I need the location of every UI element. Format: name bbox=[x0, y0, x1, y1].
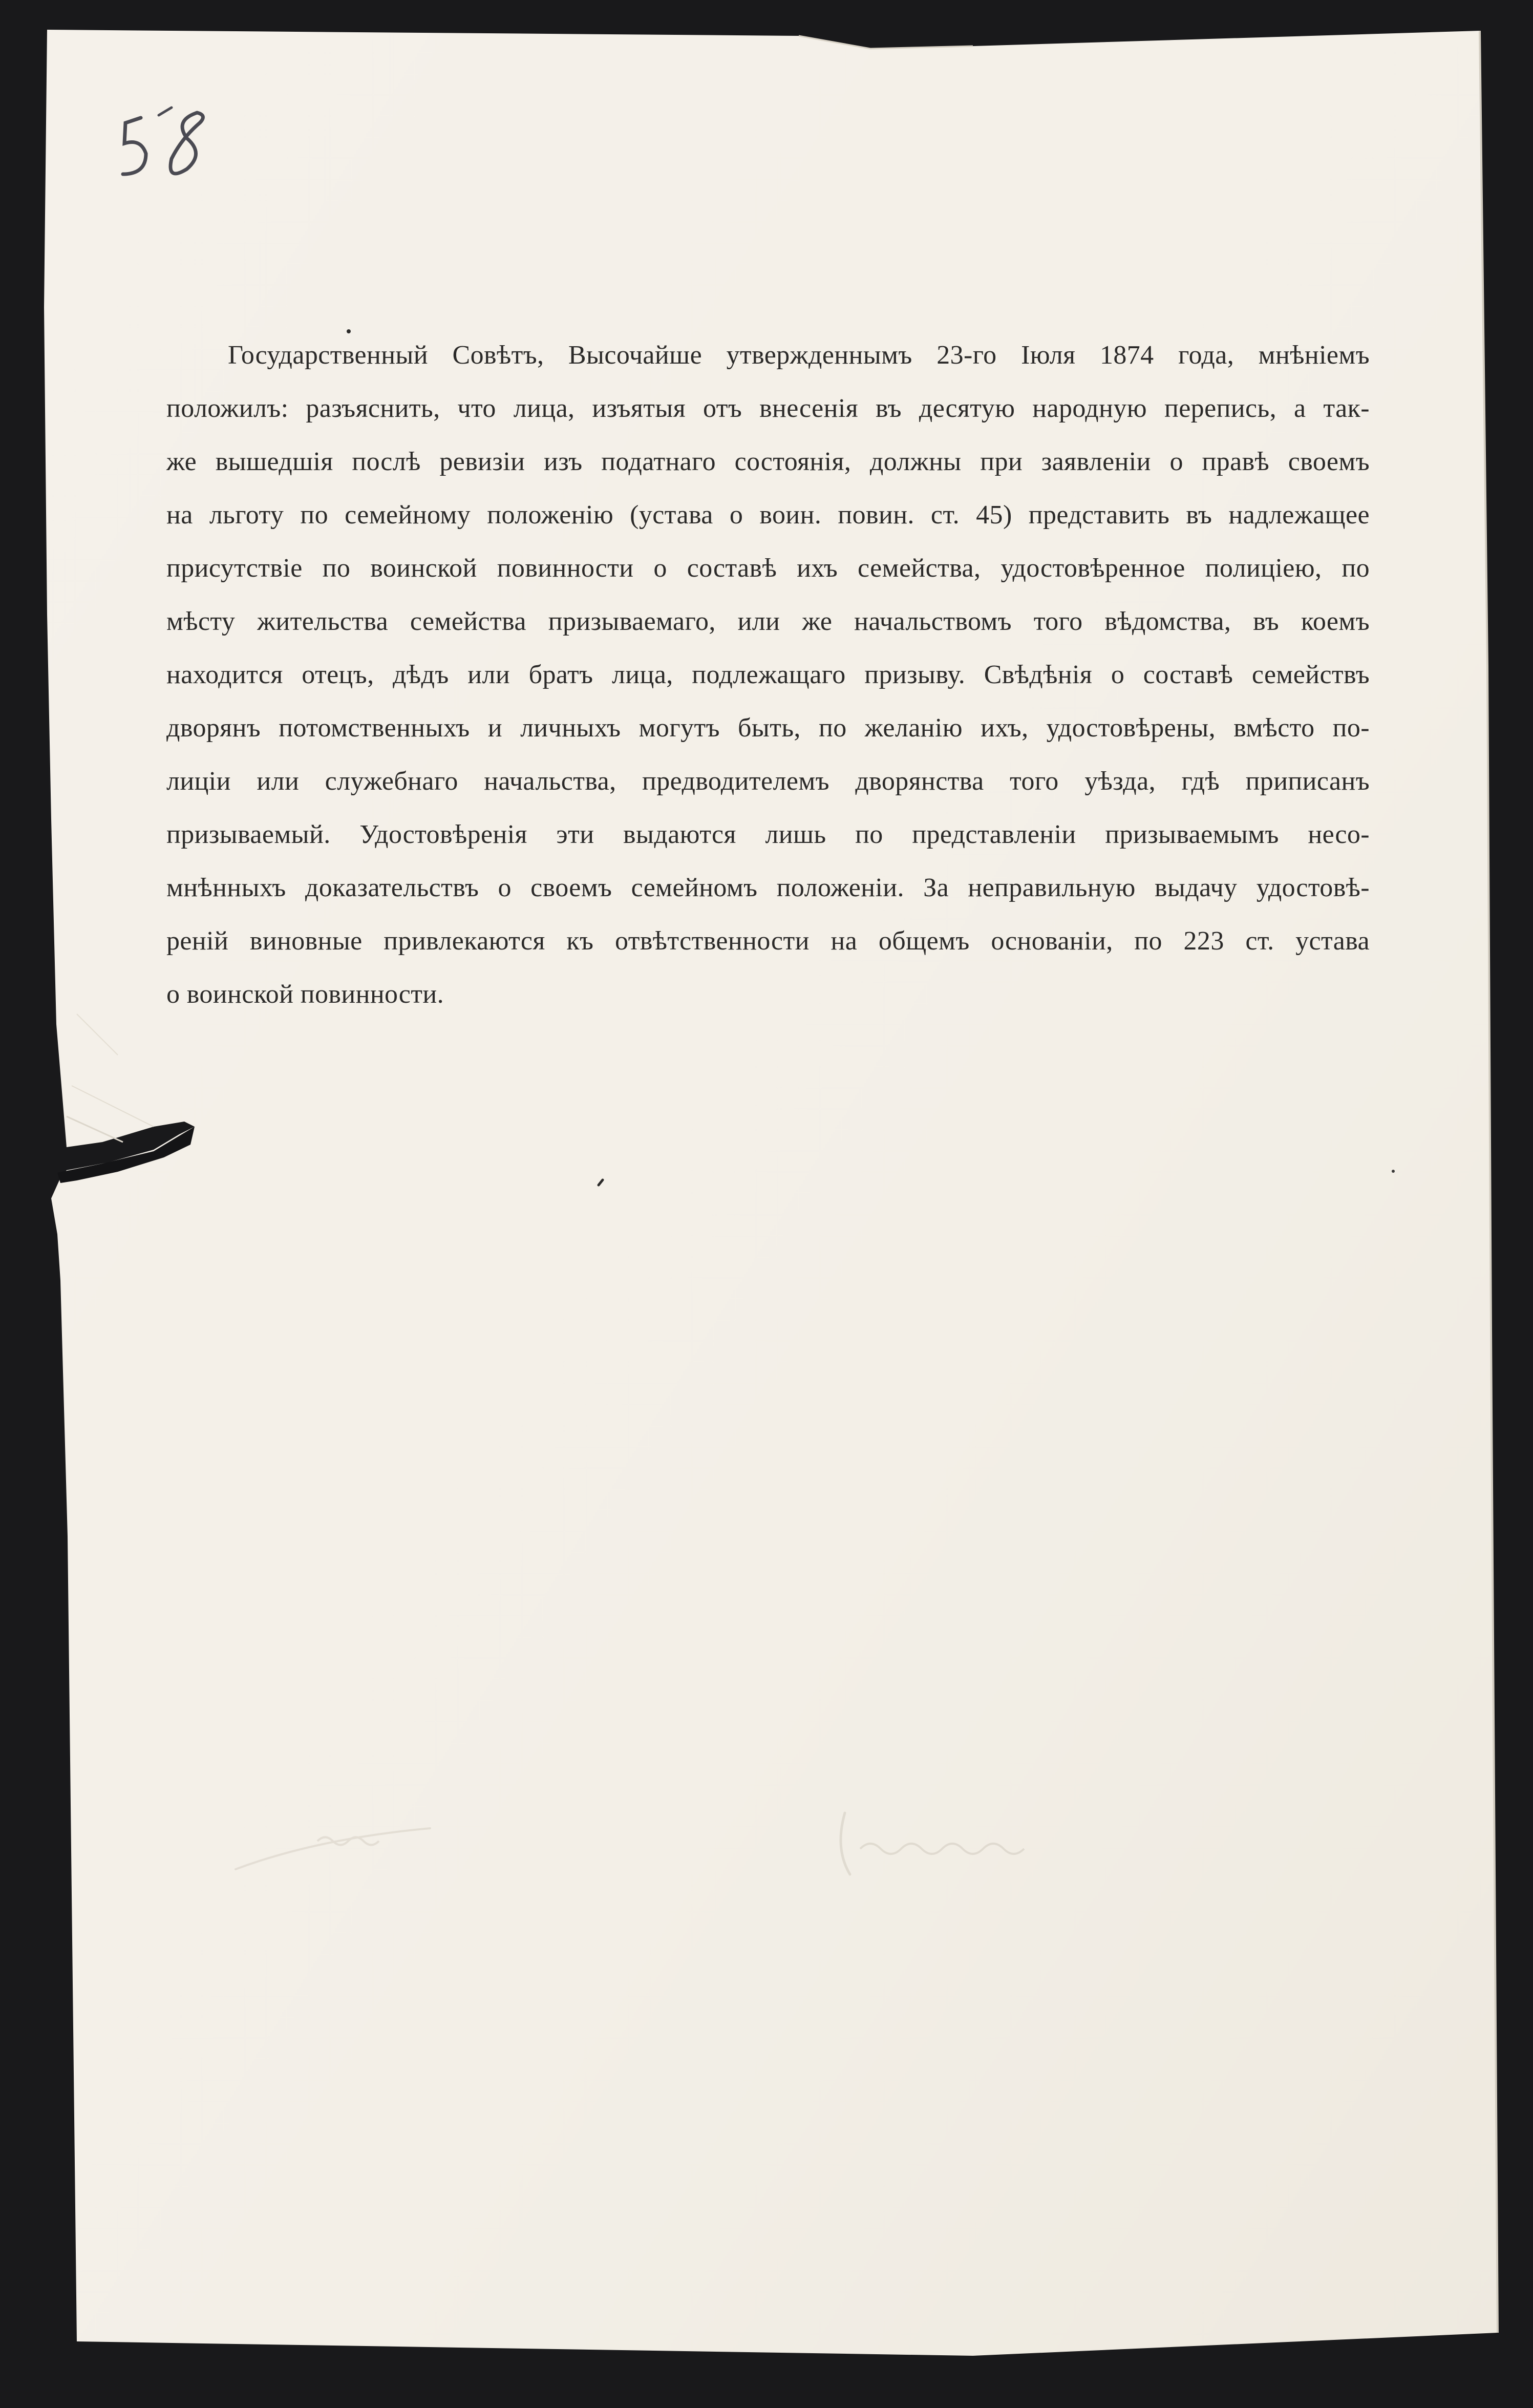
text-line-5: присутствіе по воинской повинности о составѣ ихъ семейства, удостовѣренное полиціею, по bbox=[166, 554, 1370, 583]
ink-speck bbox=[346, 328, 352, 337]
archive-number-handwritten bbox=[110, 102, 238, 189]
text-line-9: лиціи или служебнаго начальства, предводителемъ дворянства того уѣзда, гдѣ приписанъ bbox=[166, 767, 1370, 796]
text-line-3: же вышедшія послѣ ревизіи изъ податнаго состоянія, должны при заявленіи о правѣ своемъ bbox=[166, 447, 1370, 476]
text-line-6: мѣсту жительства семейства призываемаго, или же начальствомъ того вѣдомства, въ коемъ bbox=[166, 607, 1370, 636]
faint-bleedthrough-signature bbox=[215, 1792, 1085, 1895]
ink-speck bbox=[597, 1178, 607, 1191]
text-line-7: находится отецъ, дѣдъ или братъ лица, подлежащаго призыву. Свѣдѣнія о составѣ семействъ bbox=[166, 660, 1370, 689]
text-line-4: на льготу по семейному положенію (устава о воин. повин. ст. 45) представить въ надлежащее bbox=[166, 500, 1370, 530]
text-line-11: мнѣнныхъ доказательствъ о своемъ семейномъ положеніи. За неправильную выдачу удостовѣ- bbox=[166, 873, 1370, 902]
document-body bbox=[166, 329, 1370, 1021]
text-line-8: дворянъ потомственныхъ и личныхъ могутъ быть, по желанію ихъ, удостовѣрены, вмѣсто по- bbox=[166, 713, 1370, 743]
text-line-1: Государственный Совѣтъ, Высочайше утвержденнымъ 23-го Іюля 1874 года, мнѣніемъ bbox=[228, 341, 1370, 370]
text-line-13: о воинской повинности. bbox=[166, 980, 444, 1009]
text-line-12: реній виновные привлекаются къ отвѣтственности на общемъ основаніи, по 223 ст. устава bbox=[166, 926, 1370, 956]
text-line-2: положилъ: разъяснить, что лица, изъятыя отъ внесенія въ десятую народную перепись, а так- bbox=[166, 394, 1370, 423]
ink-speck bbox=[1390, 1168, 1396, 1177]
text-line-10: призываемый. Удостовѣренія эти выдаются лишь по представленіи призываемымъ несо- bbox=[166, 820, 1370, 849]
